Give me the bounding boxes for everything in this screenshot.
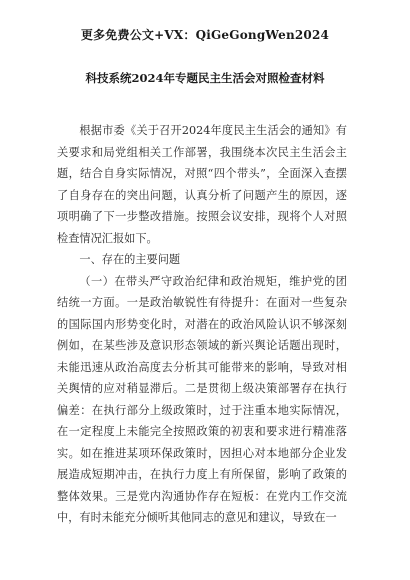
point-one-paragraph: （一）在带头严守政治纪律和政治规矩，维护党的团结统一方面。一是政治敏锐性有待提升：在面对一些复杂的国际国内形势变化时，对潜在的政治风险认识不够深刻例如，在某些涉及意识形态领域的新兴舆论话题出现时，未能迅速从政治高度去分析其可能带来的影响，导致对相关舆情的应对稍显滞后。二是贯彻上级决策部署存在执行偏差：在执行部分上级政策时，过于注重本地实际情况，在一定程度上未能完全按照政策的初衷和要求进行精准落实。如在推进某项环保政策时，因担心对本地部分企业发展造成短期冲击，在执行力度上有所保留，影响了政策的整体效果。三是党内沟通协作存在短板：在党内工作交流中，有时未能充分倾听其他同志的意见和建议，导致在一 <box>57 274 347 524</box>
section-heading: 一、存在的主要问题 <box>79 253 181 266</box>
document-title: 科技系统2024年专题民主生活会对照检查材料 <box>85 71 325 85</box>
document-body <box>57 120 347 529</box>
watermark-header: 更多免费公文+VX：QiGeGongWen2024 <box>80 28 330 42</box>
intro-paragraph: 根据市委《关于召开2024年度民主生活会的通知》有关要求和局党组相关工作部署，我围绕本次民主生活会主题，结合自身实际情况，对照“四个带头”，全面深入查摆了自身存在的突出问题，认真分析了问题产生的原因，逐项明确了下一步整改措施。按照会议安排，现将个人对照检查情况汇报如下。 <box>57 124 347 245</box>
